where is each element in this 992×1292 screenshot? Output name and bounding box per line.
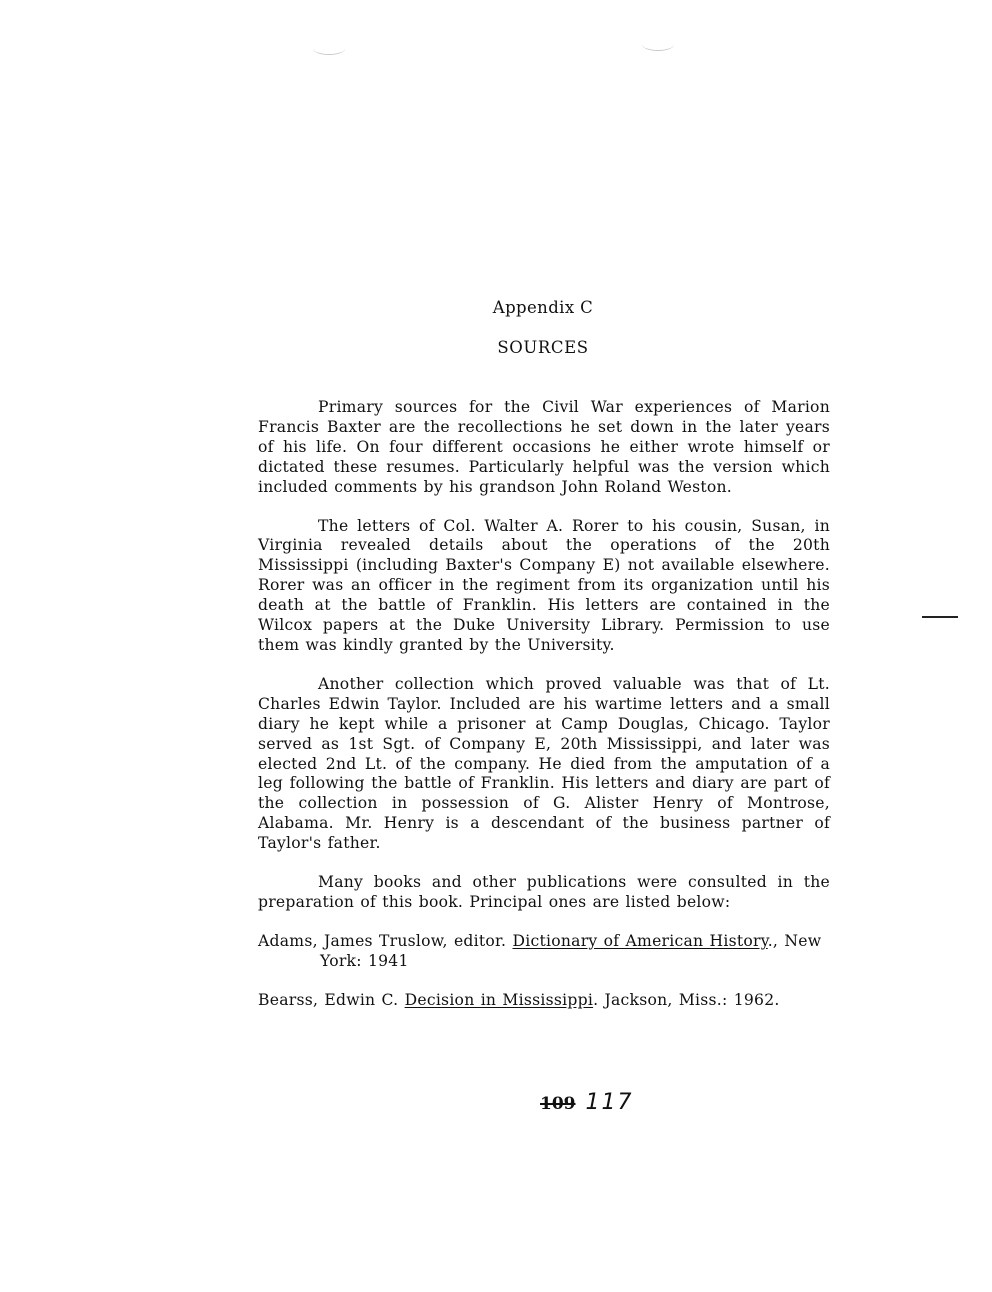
paragraph-primary-sources: Primary sources for the Civil War experiences of Marion Francis Baxter are the recollections he set down in the later years of his life. On four different occasions he either wrote himself or dictated these resumes. Particularly helpful was the version which included comments by his grandson John Roland Weston.: [258, 398, 830, 496]
margin-pen-mark: [922, 616, 958, 618]
paragraph-taylor-collection: Another collection which proved valuable was that of Lt. Charles Edwin Taylor. Included are his wartime letters and a small diary he kept while a prisoner at Camp Douglas, Chicago. Taylor served as 1st Sgt. of Company E, 20th Mississippi, and later was elected 2nd Lt. of the company. He died from the amputation of a leg following the battle of Franklin. His letters and diary are part of the collection in possession of G. Alister Henry of Montrose, Alabama. Mr. Henry is a descendant of the business partner of Taylor's father.: [258, 674, 830, 853]
page-number-struck: 109: [540, 1094, 576, 1114]
body-text: [258, 398, 830, 1030]
page-title: SOURCES: [497, 338, 589, 357]
bibliography-entry: [258, 991, 830, 1011]
bibliography-publication: . Jackson, Miss.: 1962.: [593, 990, 780, 1009]
bibliography-publication: ., New York: 1941: [320, 931, 822, 970]
bibliography-entry: [258, 932, 830, 972]
page-number: [540, 1090, 634, 1115]
paragraph-rorer-letters: The letters of Col. Walter A. Rorer to his cousin, Susan, in Virginia revealed details about the operations of the 20th Mississippi (including Baxter's Company E) not available elsewhere. Rorer was an officer in the regiment from its organization until his death at the battle of Franklin. His letters are contained in the Wilcox papers at the Duke University Library. Permission to use them was kindly granted by the University.: [258, 516, 830, 654]
bibliography-author: Adams, James Truslow, editor.: [258, 931, 507, 950]
bibliography-title: Dictionary of American History: [512, 931, 768, 950]
page-number-handwritten: 117: [585, 1090, 634, 1115]
bibliography-title: Decision in Mississippi: [404, 990, 594, 1009]
punch-hole-mark-left: [313, 42, 345, 55]
punch-hole-mark-right: [642, 38, 674, 51]
bibliography-author: Bearss, Edwin C.: [258, 990, 399, 1009]
appendix-label: Appendix C: [492, 298, 594, 317]
paragraph-publications-intro: Many books and other publications were consulted in the preparation of this book. Principal ones are listed below:: [258, 873, 830, 911]
